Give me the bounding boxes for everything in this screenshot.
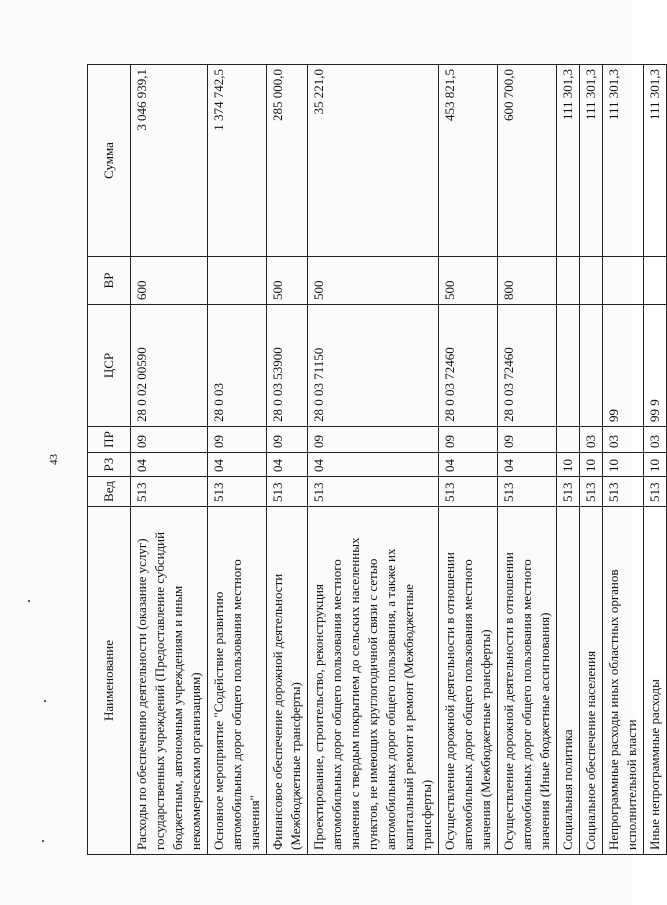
cell-ved: 513	[308, 477, 439, 507]
cell-name: Расходы по обеспечению деятельности (оказание услуг) государственных учреждений (Предоставление субсидий бюджетным, автономным учреждениям и иным некоммерческим организациям)	[131, 507, 208, 855]
cell-pr: 09	[208, 427, 267, 453]
cell-rz: 10	[580, 453, 603, 477]
budget-table	[87, 64, 667, 855]
table-row	[131, 65, 208, 855]
header-rz: РЗ	[88, 453, 131, 477]
cell-vr: 800	[498, 257, 557, 305]
cell-rz: 04	[267, 453, 308, 477]
table-row	[580, 65, 603, 855]
cell-vr: 500	[308, 257, 439, 305]
cell-sum: 111 301,3	[644, 65, 667, 257]
cell-rz: 04	[308, 453, 439, 477]
rotated-table-container	[87, 65, 662, 855]
cell-csr: 28 0 03 53900	[267, 305, 308, 427]
cell-sum: 111 301,3	[557, 65, 580, 257]
table-row	[557, 65, 580, 855]
cell-vr	[644, 257, 667, 305]
cell-vr: 500	[439, 257, 498, 305]
header-name: Наименование	[88, 507, 131, 855]
cell-sum: 35 221,0	[308, 65, 439, 257]
cell-csr	[557, 305, 580, 427]
cell-sum: 111 301,3	[603, 65, 644, 257]
cell-pr: 09	[498, 427, 557, 453]
header-vr: ВР	[88, 257, 131, 305]
cell-rz: 04	[208, 453, 267, 477]
cell-csr: 28 0 03 72460	[498, 305, 557, 427]
scan-speck	[42, 840, 44, 842]
cell-ved: 513	[580, 477, 603, 507]
cell-vr	[557, 257, 580, 305]
cell-sum: 1 374 742,5	[208, 65, 267, 257]
cell-name: Основное мероприятие "Содействие развитию автомобильных дорог общего пользования местного значения"	[208, 507, 267, 855]
header-pr: ПР	[88, 427, 131, 453]
header-ved: Вед	[88, 477, 131, 507]
page-number: 43	[48, 454, 60, 465]
cell-pr: 03	[603, 427, 644, 453]
cell-vr	[580, 257, 603, 305]
header-sum: Сумма	[88, 65, 131, 257]
table-row	[498, 65, 557, 855]
cell-name: Финансовое обеспечение дорожной деятельности (Межбюджетные трансферты)	[267, 507, 308, 855]
cell-sum: 285 000,0	[267, 65, 308, 257]
cell-csr: 99 9	[644, 305, 667, 427]
cell-rz: 04	[439, 453, 498, 477]
cell-rz: 04	[131, 453, 208, 477]
cell-ved: 513	[644, 477, 667, 507]
cell-csr	[580, 305, 603, 427]
cell-ved: 513	[557, 477, 580, 507]
cell-pr: 09	[131, 427, 208, 453]
cell-csr: 28 0 03 72460	[439, 305, 498, 427]
cell-rz: 10	[644, 453, 667, 477]
cell-csr: 99	[603, 305, 644, 427]
cell-name: Социальное обеспечение населения	[580, 507, 603, 855]
cell-name: Осуществление дорожной деятельности в отношении автомобильных дорог общего пользования местного значения (Иные бюджетные ассигнования)	[498, 507, 557, 855]
cell-sum: 600 700,0	[498, 65, 557, 257]
table-row	[439, 65, 498, 855]
table-row	[644, 65, 667, 855]
cell-pr: 09	[439, 427, 498, 453]
scan-speck	[28, 600, 30, 602]
cell-csr: 28 0 03	[208, 305, 267, 427]
cell-sum: 3 046 939,1	[131, 65, 208, 257]
cell-vr: 500	[267, 257, 308, 305]
cell-csr: 28 0 02 00590	[131, 305, 208, 427]
cell-vr	[208, 257, 267, 305]
cell-pr: 09	[267, 427, 308, 453]
cell-vr	[603, 257, 644, 305]
cell-ved: 513	[267, 477, 308, 507]
cell-vr: 600	[131, 257, 208, 305]
cell-rz: 10	[557, 453, 580, 477]
table-row	[208, 65, 267, 855]
scan-speck	[44, 700, 46, 702]
cell-name: Непрограммные расходы иных областных органов исполнительной власти	[603, 507, 644, 855]
cell-name: Социальная политика	[557, 507, 580, 855]
cell-ved: 513	[131, 477, 208, 507]
cell-name: Иные непрограммные расходы	[644, 507, 667, 855]
cell-ved: 513	[439, 477, 498, 507]
cell-sum: 453 821,5	[439, 65, 498, 257]
header-csr: ЦСР	[88, 305, 131, 427]
cell-rz: 04	[498, 453, 557, 477]
cell-name: Проектирование, строительство, реконструкция автомобильных дорог общего пользования местного значения с твердым покрытием до сельских населенных пунктов, не имеющих круглогодичной связи с сетью автомобильных дорог общего пользования, а также их капитальный ремонт и ремонт (Межбюджетные трансферты)	[308, 507, 439, 855]
cell-ved: 513	[603, 477, 644, 507]
cell-name: Осуществление дорожной деятельности в отношении автомобильных дорог общего пользования местного значения (Межбюджетные трансферты)	[439, 507, 498, 855]
cell-rz: 10	[603, 453, 644, 477]
cell-pr	[557, 427, 580, 453]
table-row	[267, 65, 308, 855]
cell-pr: 09	[308, 427, 439, 453]
cell-ved: 513	[498, 477, 557, 507]
cell-pr: 03	[644, 427, 667, 453]
cell-pr: 03	[580, 427, 603, 453]
cell-ved: 513	[208, 477, 267, 507]
cell-csr: 28 0 03 71150	[308, 305, 439, 427]
table-header-row	[88, 65, 131, 855]
table-row	[308, 65, 439, 855]
cell-sum: 111 301,3	[580, 65, 603, 257]
table-row	[603, 65, 644, 855]
